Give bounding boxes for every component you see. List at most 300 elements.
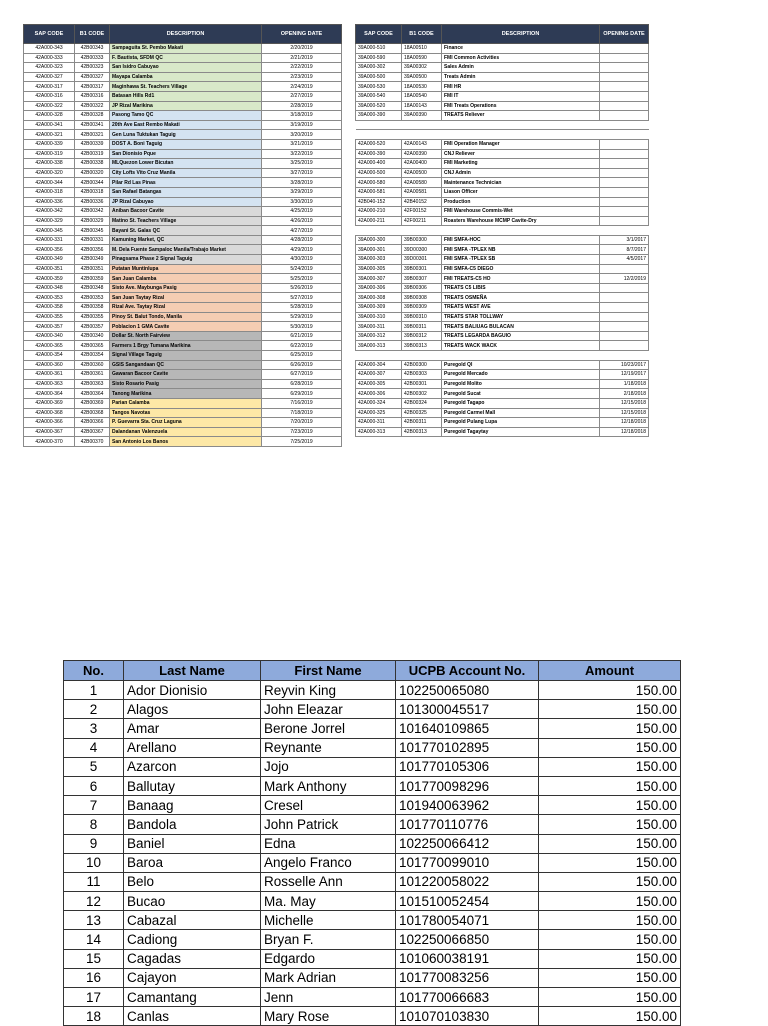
description-cell: Puregold Sucat [442,389,600,399]
description-cell: MLQuezon Lower Bicutan [110,159,262,169]
b1-code-cell: 42B00354 [75,351,110,361]
table-row [356,427,649,437]
opening-date-cell: 7/23/2019 [262,427,342,437]
description-cell: Pilar Rd Las Pinas [110,178,262,188]
opening-date-cell: 2/20/2019 [262,44,342,54]
first-name-cell: Jenn [261,988,396,1007]
row-number-cell: 10 [64,853,124,872]
b1-code-cell: 42B00351 [75,264,110,274]
spacer-row [356,120,649,130]
sap-code-cell: 42A000-306 [356,389,402,399]
row-number-cell: 3 [64,719,124,738]
amount-cell: 150.00 [539,930,681,949]
amount-cell: 150.00 [539,892,681,911]
opening-date-cell: 5/29/2019 [262,312,342,322]
table-row [356,111,649,121]
b1-code-cell: 42B00313 [402,427,442,437]
sap-code-cell: 42A000-363 [24,379,75,389]
b1-code-cell: 42A00143 [402,139,442,149]
sap-code-cell: 39A000-310 [356,312,402,322]
opening-date-cell: 5/30/2019 [262,322,342,332]
table-row [24,360,342,370]
opening-date-cell [600,63,649,73]
sap-code-cell: 42A000-580 [356,178,402,188]
description-cell: FMI TREATS-C5 HO [442,274,600,284]
sap-code-cell: 42A000-341 [24,120,75,130]
account-number-cell: 101770066683 [396,988,539,1007]
account-number-cell: 101770110776 [396,815,539,834]
table-row [356,187,649,197]
b1-code-cell: 39B00308 [402,293,442,303]
table-row [356,63,649,73]
opening-date-cell: 4/30/2019 [262,255,342,265]
table-row [24,408,342,418]
opening-date-cell: 6/26/2019 [262,360,342,370]
table-row [24,101,342,111]
opening-date-cell: 2/24/2019 [262,82,342,92]
b1-code-cell: 42B00317 [75,82,110,92]
b1-code-cell: 42B00360 [75,360,110,370]
table-row [24,53,342,63]
table-row [64,930,681,949]
b1-code-cell: 39B00300 [402,235,442,245]
account-number-cell: 101510052454 [396,892,539,911]
sap-code-cell: 42A000-322 [24,101,75,111]
description-cell: Signal Village Taguig [110,351,262,361]
table-row [356,216,649,226]
b1-code-cell: 42B00322 [75,101,110,111]
amount-cell: 150.00 [539,911,681,930]
row-number-cell: 13 [64,911,124,930]
sap-code-cell: 42A000-349 [24,255,75,265]
opening-date-cell [600,101,649,111]
opening-date-cell: 3/20/2019 [262,130,342,140]
b1-code-cell: 39B00309 [402,303,442,313]
opening-date-cell [600,111,649,121]
table-row [24,351,342,361]
b1-code-cell: 42B00302 [402,389,442,399]
opening-date-cell: 6/25/2019 [262,351,342,361]
last-name-cell: Bandola [124,815,261,834]
b1-code-cell: 42B00338 [75,159,110,169]
description-cell: San Isidro Cabuyao [110,63,262,73]
sap-code-cell: 42A000-361 [24,370,75,380]
table-row [356,159,649,169]
opening-date-cell: 2/21/2019 [262,53,342,63]
table-row [24,389,342,399]
b1-code-cell: 42B00364 [75,389,110,399]
sap-code-cell: 42A000-364 [24,389,75,399]
table-row [24,283,342,293]
description-cell: FMI Operation Manager [442,139,600,149]
spacer-cell [356,120,402,130]
table-row [64,988,681,1007]
sap-code-cell: 42A000-356 [24,245,75,255]
opening-date-cell [600,139,649,149]
spacer-cell [356,226,402,236]
b1-code-cell: 42B00353 [75,293,110,303]
table-row [356,53,649,63]
opening-date-cell: 3/27/2019 [262,168,342,178]
amount-cell: 150.00 [539,796,681,815]
sap-code-cell: 42A000-344 [24,178,75,188]
last-name-cell: Canlas [124,1007,261,1026]
opening-date-cell: 8/7/2017 [600,245,649,255]
b1-code-cell: 42B00316 [75,91,110,101]
first-name-cell: Reynante [261,738,396,757]
account-number-cell: 102250065080 [396,681,539,700]
description-cell: FMI SMFA -TPLEX NB [442,245,600,255]
description-cell: TREATS OSMEÑA [442,293,600,303]
sap-code-cell: 39A000-530 [356,82,402,92]
opening-date-cell [600,264,649,274]
account-number-cell: 101770099010 [396,853,539,872]
opening-date-cell: 5/27/2019 [262,293,342,303]
description-cell: San Juan Taytay Rizal [110,293,262,303]
b1-code-cell: 42B00340 [75,331,110,341]
table-row [356,149,649,159]
sap-code-cell: 42A000-320 [24,168,75,178]
sap-code-cell: 42A000-328 [24,111,75,121]
description-cell: TREATS LEGARDA BAGUIO [442,331,600,341]
spacer-cell [600,130,649,140]
amount-cell: 150.00 [539,681,681,700]
sap-code-cell: 42A000-317 [24,82,75,92]
table-row [24,303,342,313]
b1-code-cell: 42B00349 [75,255,110,265]
description-cell: Gen Luna Tuktukan Taguig [110,130,262,140]
table-row [24,120,342,130]
sap-code-cell: 39A000-306 [356,283,402,293]
sap-code-cell: 39A000-510 [356,44,402,54]
description-cell: Puregold Carmel Mall [442,408,600,418]
opening-date-cell: 4/5/2017 [600,255,649,265]
col-header-sap-code: SAP CODE [24,25,75,44]
row-number-cell: 11 [64,872,124,891]
spacer-row [356,226,649,236]
sap-code-cell: 42A000-520 [356,139,402,149]
b1-code-cell: 18A00143 [402,101,442,111]
b1-code-cell: 42B00303 [402,370,442,380]
opening-date-cell: 10/23/2017 [600,360,649,370]
opening-date-cell [600,283,649,293]
table-row [356,408,649,418]
description-cell: TREATS Reliever [442,111,600,121]
description-cell: Rizal Ave. Taytay Rizal [110,303,262,313]
row-number-cell: 6 [64,776,124,795]
description-cell: FMI SMFA-HOC [442,235,600,245]
description-cell: San Dionisio Pque [110,149,262,159]
row-number-cell: 9 [64,834,124,853]
table-row [24,187,342,197]
col-header-b1-code: B1 CODE [75,25,110,44]
sap-code-cell: 42A000-331 [24,235,75,245]
spacer-cell [356,130,402,140]
sap-code-cell: 42A000-353 [24,293,75,303]
table-row [356,341,649,351]
sap-code-cell: 42A000-351 [24,264,75,274]
row-number-cell: 18 [64,1007,124,1026]
opening-date-cell [600,187,649,197]
table-row [24,82,342,92]
b1-code-cell: 39B00311 [402,322,442,332]
opening-date-cell: 3/25/2019 [262,159,342,169]
sap-code-cell: 42A000-313 [356,427,402,437]
opening-date-cell: 7/18/2019 [262,408,342,418]
b1-code-cell: 18A00540 [402,91,442,101]
b1-code-cell: 42B00365 [75,341,110,351]
amount-cell: 150.00 [539,700,681,719]
sap-code-cell: 39A000-313 [356,341,402,351]
b1-code-cell: 42A00400 [402,159,442,169]
table-row [24,427,342,437]
description-cell: Kamuning Market, QC [110,235,262,245]
col-header-no: No. [64,661,124,681]
description-cell: Pasong Tamo QC [110,111,262,121]
table-row [64,872,681,891]
table-row [64,776,681,795]
description-cell: San Juan Calamba [110,274,262,284]
description-cell: Puregold Tagaytay [442,427,600,437]
first-name-cell: Rosselle Ann [261,872,396,891]
col-header-amount: Amount [539,661,681,681]
spacer-cell [442,226,600,236]
amount-cell: 150.00 [539,738,681,757]
table-row [356,331,649,341]
opening-date-cell [600,91,649,101]
table-row [64,815,681,834]
b1-code-cell: 39B00301 [402,264,442,274]
description-cell: Sales Admin [442,63,600,73]
b1-code-cell: 42B00363 [75,379,110,389]
sap-code-cell: 39A000-520 [356,101,402,111]
table-row [64,968,681,987]
b1-code-cell: 42B00301 [402,379,442,389]
b1-code-cell: 42B00324 [402,398,442,408]
account-number-cell: 101300045517 [396,700,539,719]
b1-code-cell: 42A00390 [402,149,442,159]
table-row [24,44,342,54]
col-header-description: DESCRIPTION [110,25,262,44]
b1-code-cell: 42A00581 [402,187,442,197]
spacer-cell [600,120,649,130]
description-cell: Dalandanan Valenzuela [110,427,262,437]
col-header-account-no: UCPB Account No. [396,661,539,681]
opening-date-cell: 6/28/2019 [262,379,342,389]
opening-date-cell: 5/28/2019 [262,303,342,313]
row-number-cell: 1 [64,681,124,700]
description-cell: Treats Admin [442,72,600,82]
description-cell: Maintenance Technician [442,178,600,188]
description-cell: Matino St. Teachers Village [110,216,262,226]
last-name-cell: Belo [124,872,261,891]
row-number-cell: 8 [64,815,124,834]
opening-date-cell: 7/20/2019 [262,418,342,428]
col-header-last-name: Last Name [124,661,261,681]
account-number-cell: 101640109865 [396,719,539,738]
amount-cell: 150.00 [539,719,681,738]
spacer-row [356,130,649,140]
row-number-cell: 16 [64,968,124,987]
sap-code-cell: 42A000-357 [24,322,75,332]
b1-code-cell: 42B00357 [75,322,110,332]
row-number-cell: 14 [64,930,124,949]
table-row [356,207,649,217]
sap-code-cell: 42A000-339 [24,139,75,149]
sap-code-cell: 42A000-325 [356,408,402,418]
b1-code-cell: 42A00500 [402,168,442,178]
table-row [64,719,681,738]
b1-code-cell: 42B00367 [75,427,110,437]
opening-date-cell [600,197,649,207]
store-codes-table [23,24,342,447]
table-row [24,130,342,140]
account-number-cell: 101780054071 [396,911,539,930]
sap-code-cell: 42A000-348 [24,283,75,293]
spacer-cell [402,130,442,140]
sap-code-cell: 42A000-355 [24,312,75,322]
row-number-cell: 7 [64,796,124,815]
sap-code-cell: 42A000-343 [24,44,75,54]
sap-code-cell: 42A000-345 [24,226,75,236]
b1-code-cell: 42A00580 [402,178,442,188]
opening-date-cell [600,312,649,322]
opening-date-cell: 2/22/2019 [262,63,342,73]
table-row [24,207,342,217]
account-number-cell: 101770098296 [396,776,539,795]
opening-date-cell: 2/28/2019 [262,101,342,111]
sap-code-cell: 39A000-300 [356,235,402,245]
b1-code-cell: 42B00319 [75,149,110,159]
first-name-cell: Mary Rose [261,1007,396,1026]
opening-date-cell: 6/27/2019 [262,370,342,380]
opening-date-cell: 3/30/2019 [262,197,342,207]
last-name-cell: Ballutay [124,776,261,795]
col-header-sap-code: SAP CODE [356,25,402,44]
opening-date-cell [600,178,649,188]
description-cell: FMI SMFA-C5 DIEGO [442,264,600,274]
table-row [356,370,649,380]
sap-code-cell: 42A000-210 [356,207,402,217]
description-cell: Parian Calamba [110,398,262,408]
b1-code-cell: 42B00366 [75,418,110,428]
opening-date-cell: 12/2/2019 [600,274,649,284]
table-row [24,178,342,188]
opening-date-cell: 3/1/2017 [600,235,649,245]
last-name-cell: Cagadas [124,949,261,968]
opening-date-cell: 12/15/2018 [600,398,649,408]
spacer-cell [600,351,649,361]
b1-code-cell: 42B00339 [75,139,110,149]
description-cell: TREATS STAR TOLLWAY [442,312,600,322]
account-number-cell: 102250066412 [396,834,539,853]
b1-code-cell: 42B00300 [402,360,442,370]
amount-cell: 150.00 [539,968,681,987]
b1-code-cell: 42B00341 [75,120,110,130]
first-name-cell: Edgardo [261,949,396,968]
last-name-cell: Azarcon [124,757,261,776]
opening-date-cell: 12/15/2018 [600,408,649,418]
description-cell: Finance [442,44,600,54]
b1-code-cell: 39A00302 [402,63,442,73]
description-cell: CNJ Admin [442,168,600,178]
opening-date-cell: 6/22/2019 [262,341,342,351]
table-row [64,853,681,872]
amount-cell: 150.00 [539,872,681,891]
description-cell: 20th Ave East Rembo Makati [110,120,262,130]
description-cell: FMI HR [442,82,600,92]
sap-code-cell: 42A000-354 [24,351,75,361]
table-row [24,437,342,447]
table-row [24,226,342,236]
description-cell: Tanong Marikina [110,389,262,399]
opening-date-cell: 4/25/2019 [262,207,342,217]
opening-date-cell [600,149,649,159]
table-row [24,168,342,178]
description-cell: P. Guevarra Sta. Cruz Laguna [110,418,262,428]
opening-date-cell: 5/25/2019 [262,274,342,284]
opening-date-cell [600,216,649,226]
table-row [356,379,649,389]
description-cell: San Antonio Los Banos [110,437,262,447]
description-cell: San Rafael Batangas [110,187,262,197]
description-cell: Puregold Molito [442,379,600,389]
row-number-cell: 5 [64,757,124,776]
description-cell: GSIS Sangandaan QC [110,360,262,370]
b1-code-cell: 42B40152 [402,197,442,207]
b1-code-cell: 42B00348 [75,283,110,293]
account-number-cell: 101070103830 [396,1007,539,1026]
spacer-cell [442,130,600,140]
description-cell: Bayani St. Galas QC [110,226,262,236]
description-cell: FMI Treats Operations [442,101,600,111]
sap-code-cell: 42A000-400 [356,159,402,169]
table-row [24,331,342,341]
sap-code-cell: 39A000-312 [356,331,402,341]
sap-code-cell: 42A000-500 [356,168,402,178]
table-row [356,293,649,303]
table-row [356,322,649,332]
description-cell: Maginhawa St. Teachers Village [110,82,262,92]
table-row [64,834,681,853]
description-cell: FMI IT [442,91,600,101]
sap-code-cell: 42A000-324 [356,398,402,408]
sap-code-cell: 42A000-360 [24,360,75,370]
table-row [356,44,649,54]
table-row [356,245,649,255]
description-cell: TREATS BALIUAG BULACAN [442,322,600,332]
sap-code-cell: 42A000-307 [356,370,402,380]
row-number-cell: 4 [64,738,124,757]
b1-code-cell: 42B00342 [75,207,110,217]
opening-date-cell [600,322,649,332]
sap-code-cell: 42A000-336 [24,197,75,207]
sap-code-cell: 42A000-319 [24,149,75,159]
description-cell: M. Dela Fuente Sampaloc Manila/Trabajo Market [110,245,262,255]
sap-code-cell: 39A000-303 [356,255,402,265]
description-cell: Roasters Warehouse MCMP Cavite-Dry [442,216,600,226]
table-row [356,91,649,101]
last-name-cell: Amar [124,719,261,738]
opening-date-cell: 3/19/2019 [262,120,342,130]
b1-code-cell: 42F00211 [402,216,442,226]
opening-date-cell [600,44,649,54]
b1-code-cell: 39D00300 [402,245,442,255]
spacer-cell [402,226,442,236]
department-codes-table [355,24,649,437]
last-name-cell: Cajayon [124,968,261,987]
sap-code-cell: 42A000-323 [24,63,75,73]
